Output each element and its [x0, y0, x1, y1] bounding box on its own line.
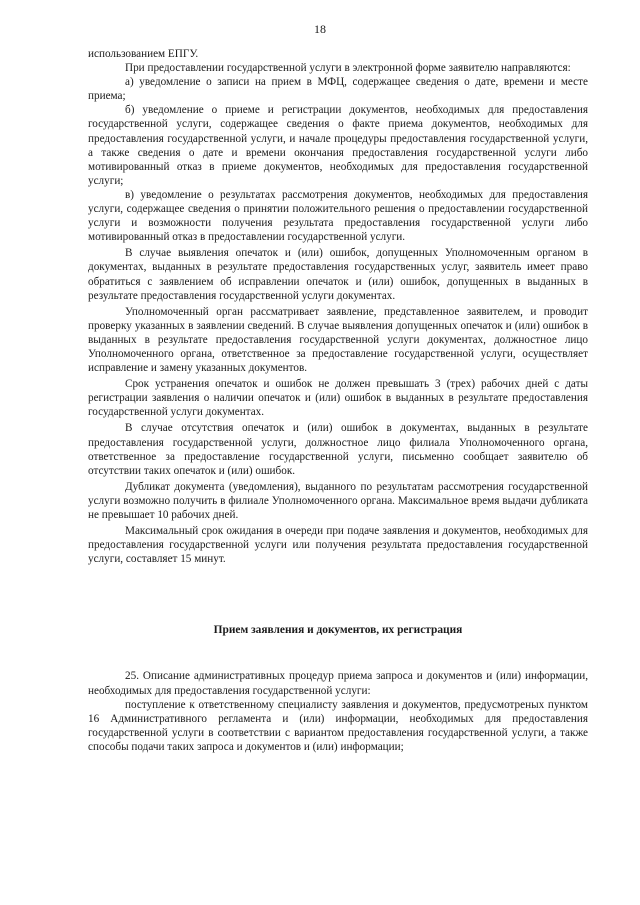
document-body — [88, 47, 588, 754]
paragraph-item-25: 25. Описание административных процедур приема запроса и документов и (или) информации, необходимых для предоставления государственной услуги: — [88, 670, 588, 697]
paragraph-item-b: б) уведомление о приеме и регистрации документов, необходимых для предоставления государственной услуги, содержащее сведения о факте приема документов, необходимых для предоставления государственной услуги, и начале процедуры предоставления государственной услуги, а также сведения о дате и времени окончания предоставления государственной услуги либо мотивированный отказ в приеме документов, необходимых для предоставления государственной услуги; — [88, 104, 588, 187]
paragraph-continuation: использованием ЕПГУ. — [88, 48, 199, 60]
paragraph-item-a: а) уведомление о записи на прием в МФЦ, содержащее сведения о дате, времени и месте приема; — [88, 76, 588, 103]
paragraph-item-v: в) уведомление о результатах рассмотрения документов, необходимых для предоставления услуги, содержащее сведения о принятии положительного решения о предоставлении государственной услуги и возможности получения результата предоставления государственной услуги либо мотивированный отказ в предоставлении государственной услуги. — [88, 188, 588, 244]
section-heading: Прием заявления и документов, их регистрация — [213, 624, 463, 637]
paragraph-electronic-notifications: При предоставлении государственной услуги в электронной форме заявителю направляются: — [125, 62, 571, 75]
paragraph-no-errors: В случае отсутствия опечаток и (или) ошибок в документах, выданных в результате предоставления государственной услуги, должностное лицо филиала Уполномоченного органа, ответственное за предоставление государственной услуги, письменно сообщает заявителю об отсутствии таких опечаток и (или) ошибок. — [88, 422, 588, 477]
paragraph-errors-detection: В случае выявления опечаток и (или) ошибок, допущенных Уполномоченным органом в документах, выданных в результате предоставления государственных услуг, заявитель имеет право обратиться с заявлением об исправлении опечаток и (или) ошибок, допущенных в выданных в результате предоставления государственной услуги документах. — [88, 247, 588, 302]
paragraph-correction-deadline: Срок устранения опечаток и ошибок не должен превышать 3 (трех) рабочих дней с даты регистрации заявления о наличии опечаток и (или) ошибок в выданных в результате предоставления государственной услуги документах. — [88, 378, 588, 419]
paragraph-authority-review: Уполномоченный орган рассматривает заявление, представленное заявителем, и проводит проверку указанных в заявлении сведений. В случае выявления допущенных опечаток и (или) ошибок в выданных в результате предоставления государственной услуги документах, должностное лицо Уполномоченного органа, ответственное за предоставление государственной услуги, осуществляет исправление и замену указанных документов. — [88, 305, 588, 375]
paragraph-submission: поступление к ответственному специалисту заявления и документов, предусмотреных пунктом 16 Административного регламента и (или) информации, необходимых для предоставления государственной услуги в соответствии с вариантом предоставления государственной услуги, а также способы подачи таких запроса и документов и (или) информации; — [88, 698, 588, 753]
paragraph-queue-time: Максимальный срок ожидания в очереди при подаче заявления и документов, необходимых для предоставления государственной услуги или получения результата предоставления государственной услуги, составляет 15 минут. — [88, 525, 588, 566]
page-number: 18 — [314, 22, 326, 36]
paragraph-duplicate: Дубликат документа (уведомления), выданного по результатам рассмотрения государственной услуги возможно получить в филиале Уполномоченного органа. Максимальное время выдачи дубликата не превышает 10 рабочих дней. — [88, 480, 588, 521]
